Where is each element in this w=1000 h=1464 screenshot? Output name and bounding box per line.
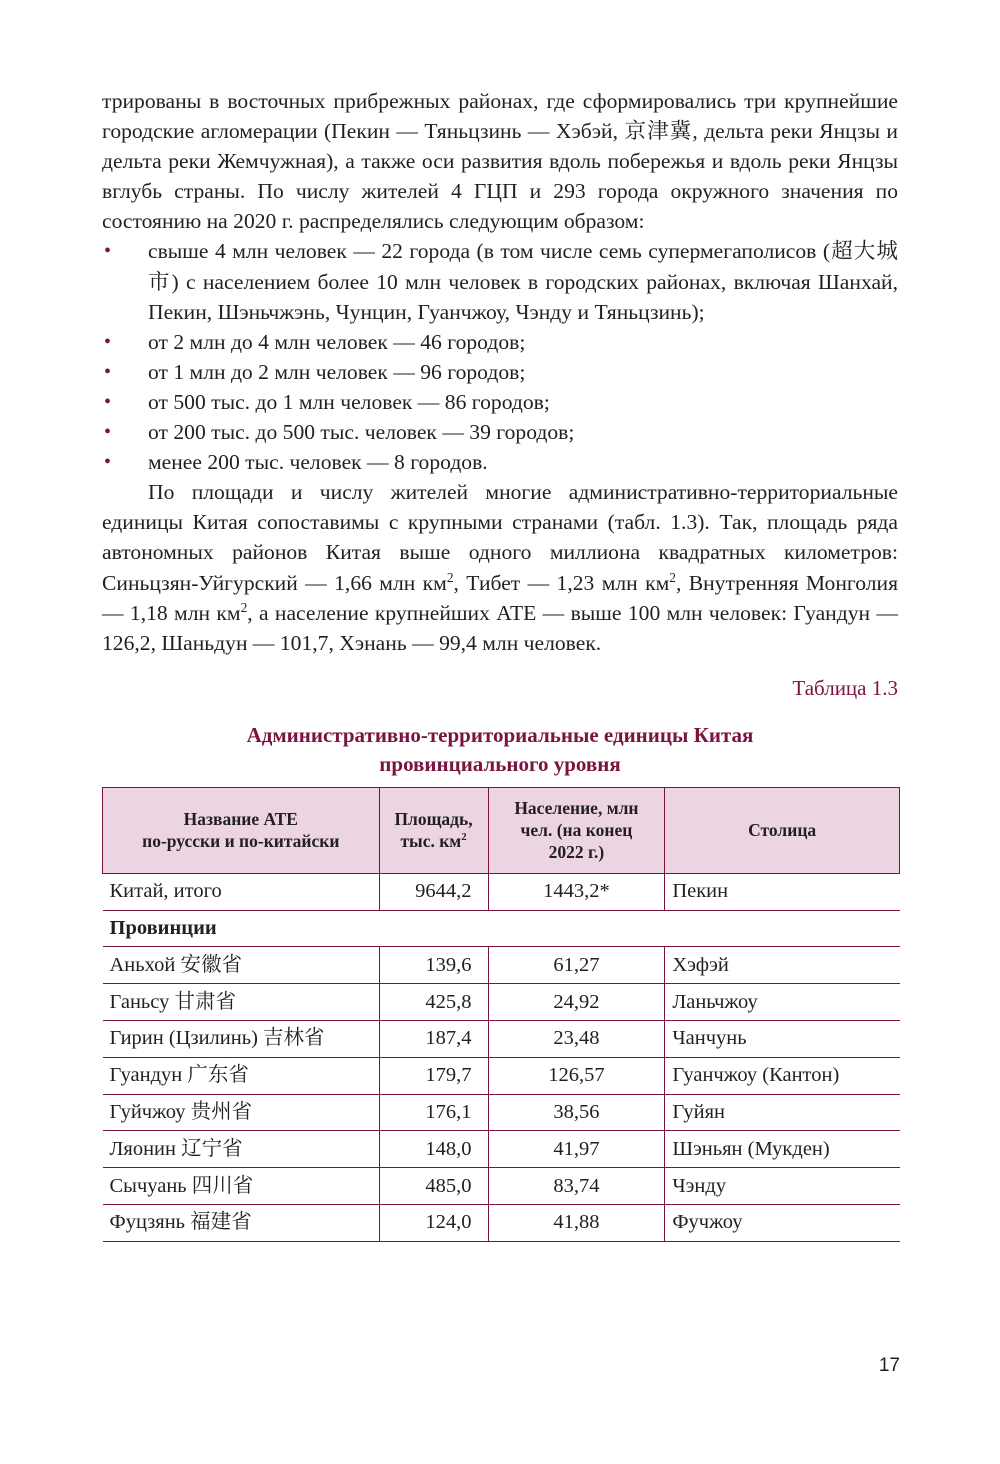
header-area: Площадь, тыс. $км^2$ <box>379 787 488 873</box>
cell-name: Фуцзянь 福建省 <box>103 1204 380 1241</box>
cell-area: 485,0 <box>379 1168 488 1205</box>
cell-capital: Ланьчжоу <box>665 984 900 1021</box>
cell-area: 9644,2 <box>379 873 488 910</box>
list-item: • от 2 млн до 4 млн человек — 46 городов; <box>102 327 898 357</box>
cell-capital: Пекин <box>665 873 900 910</box>
cell-population: 126,57 <box>488 1057 665 1094</box>
list-item: • менее 200 тыс. человек — 8 городов. <box>102 447 898 477</box>
list-item: • от 500 тыс. до 1 млн человек — 86 городов; <box>102 387 898 417</box>
page-content <box>102 86 898 1242</box>
cell-capital: Гуанчжоу (Кантон) <box>665 1057 900 1094</box>
cell-name: Гуйчжоу 贵州省 <box>103 1094 380 1131</box>
cell-capital: Шэньян (Мукден) <box>665 1131 900 1168</box>
cell-population: 24,92 <box>488 984 665 1021</box>
cell-area: 139,6 <box>379 947 488 984</box>
table-label: Таблица 1.3 <box>792 675 898 700</box>
table-row <box>103 1131 900 1168</box>
cell-area: 425,8 <box>379 984 488 1021</box>
header-capital: Столица <box>665 787 900 873</box>
cell-name: Гуандун 广东省 <box>103 1057 380 1094</box>
cell-population: 41,88 <box>488 1204 665 1241</box>
cell-name: Сычуань 四川省 <box>103 1168 380 1205</box>
table-row <box>103 1094 900 1131</box>
cell-capital: Хэфэй <box>665 947 900 984</box>
cell-name: Гирин (Цзилинь) 吉林省 <box>103 1020 380 1057</box>
list-item: • свыше 4 млн человек — 22 города (в том числе семь супермегаполисов (超大城市) с населением более 10 млн человек в городских районах, включая Шанхай, Пекин, Шэньчжэнь, Чунцин, Гуанчжоу, Чэнду и Тяньцзинь); <box>102 236 898 326</box>
table-title: Административно-территориальные единицы Китая провинциального уровня <box>246 722 754 776</box>
cell-capital: Гуйян <box>665 1094 900 1131</box>
table-row <box>103 1204 900 1241</box>
cell-capital: Фучжоу <box>665 1204 900 1241</box>
table-row <box>103 1020 900 1057</box>
ate-table <box>102 787 900 1242</box>
cell-area: 179,7 <box>379 1057 488 1094</box>
cell-capital: Чэнду <box>665 1168 900 1205</box>
city-population-list <box>102 236 898 477</box>
cell-population: 23,48 <box>488 1020 665 1057</box>
list-item: • от 1 млн до 2 млн человек — 96 городов; <box>102 357 898 387</box>
cell-capital: Чанчунь <box>665 1020 900 1057</box>
cell-area: 187,4 <box>379 1020 488 1057</box>
cell-name: Аньхой 安徽省 <box>103 947 380 984</box>
cell-area: 176,1 <box>379 1094 488 1131</box>
cell-population: 1443,2* <box>488 873 665 910</box>
page-number: 17 <box>878 1355 900 1376</box>
header-population: Население, млн чел. (на конец 2022 г.) <box>488 787 665 873</box>
header-name: Название АТЕ по-русски и по-китайски <box>103 787 380 873</box>
cell-population: 61,27 <box>488 947 665 984</box>
table-row-total <box>103 873 900 910</box>
cell-population: 38,56 <box>488 1094 665 1131</box>
cell-population: 83,74 <box>488 1168 665 1205</box>
cell-name: Китай, итого <box>103 873 380 910</box>
table-row <box>103 1057 900 1094</box>
table-header-row <box>103 787 900 873</box>
table-row <box>103 947 900 984</box>
paragraph-area-population: По площади и числу жителей многие административно-территориальные единицы Китая сопоставимы с крупными странами (табл. 1.3). Так, площадь ряда автономных районов Китая выше одного миллиона квадратных километров: Синьцзян-Уйгурский — 1,66 млн $км^2$, Тибет — 1,23 млн $км^2$, Внутренняя Монголия — 1,18 млн $км^2$, а население крупнейших АТЕ — выше 100 млн человек: Гуандун — 126,2, Шаньдун — 101,7, Хэнань — 99,4 млн человек. <box>102 480 899 655</box>
table-row <box>103 984 900 1021</box>
section-label: Провинции <box>103 910 900 947</box>
cell-name: Ганьсу 甘肃省 <box>103 984 380 1021</box>
table-section-row <box>103 910 900 947</box>
table-row <box>103 1168 900 1205</box>
cell-name: Ляонин 辽宁省 <box>103 1131 380 1168</box>
paragraph-intro: трированы в восточных прибрежных районах, где сформировались три крупнейшие городские агломерации (Пекин — Тяньцзинь — Хэбэй, 京津冀, дельта реки Янцзы и дельта реки Жемчужная), а также оси развития вдоль побережья и вдоль реки Янцзы вглубь страны. По числу жителей 4 ГЦП и 293 города окружного значения по состоянию на 2020 г. распределялись следующим образом: <box>102 89 898 234</box>
cell-area: 124,0 <box>379 1204 488 1241</box>
list-item: • от 200 тыс. до 500 тыс. человек — 39 городов; <box>102 417 898 447</box>
cell-population: 41,97 <box>488 1131 665 1168</box>
cell-area: 148,0 <box>379 1131 488 1168</box>
